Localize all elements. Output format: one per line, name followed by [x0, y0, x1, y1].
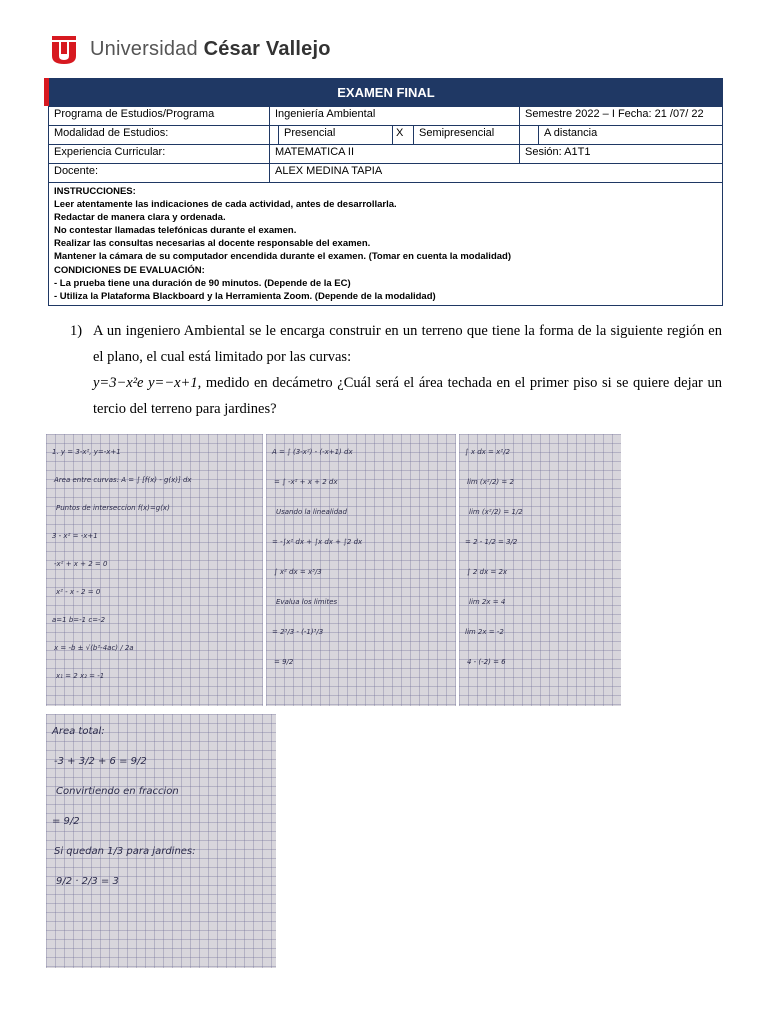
instruction-line: Realizar las consultas necesarias al docente responsable del examen. — [54, 238, 371, 250]
question-formula: y=3−x²e y=−x+1, — [93, 375, 202, 391]
handwritten-line: Puntos de interseccion f(x)=g(x) — [56, 504, 170, 512]
handwritten-line: x₁ = 2 x₂ = -1 — [56, 672, 105, 680]
handwritten-line: x = -b ± √(b²-4ac) / 2a — [54, 644, 134, 652]
question-text-2: medido en decámetro ¿Cuál será el área techada en el primer piso si se quiere dejar un tercio del terreno para jardines? — [93, 375, 722, 417]
handwritten-line: = 2 - 1/2 = 3/2 — [465, 538, 518, 546]
handwritten-line: = 9/2 — [52, 816, 80, 827]
handwritten-line: Convirtiendo en fraccion — [56, 786, 179, 797]
teacher-label: Docente: — [49, 164, 270, 183]
handwritten-page-1 — [46, 434, 263, 706]
semester-date: Semestre 2022 – I Fecha: 21 /07/ 22 — [520, 107, 723, 126]
handwritten-line: Usando la linealidad — [276, 508, 347, 516]
instruction-line: Mantener la cámara de su computador encendida durante el examen. (Tomar en cuenta la modalidad) — [54, 251, 512, 263]
instruction-line: - La prueba tiene una duración de 90 minutos. (Depende de la EC) — [54, 277, 351, 289]
handwritten-page-4 — [46, 714, 276, 968]
handwritten-line: Evalua los limites — [276, 598, 338, 606]
handwritten-line: ∫ x dx = x²/2 — [465, 448, 510, 456]
handwritten-line: a=1 b=-1 c=-2 — [52, 616, 106, 624]
table-row — [49, 107, 723, 126]
handwritten-line: A = ∫ (3-x²) - (-x+1) dx — [272, 448, 353, 456]
exam-info-table — [48, 106, 723, 183]
handwritten-line: = -∫x² dx + ∫x dx + ∫2 dx — [272, 538, 363, 546]
ucv-logo-icon — [50, 34, 78, 64]
modality-semipresencial: Semipresencial — [414, 126, 520, 145]
table-row — [49, 164, 723, 183]
instruction-line: CONDICIONES DE EVALUACIÓN: — [54, 264, 205, 276]
handwritten-line: 3 - x² = -x+1 — [52, 532, 98, 540]
session-value: Sesión: A1T1 — [520, 145, 723, 164]
handwritten-line: lim 2x = -2 — [465, 628, 504, 636]
logo-text: Universidad César Vallejo — [90, 37, 331, 60]
instruction-line: INSTRUCCIONES: — [54, 186, 136, 197]
exam-title: EXAMEN FINAL — [44, 78, 723, 106]
handwritten-page-3 — [459, 434, 621, 706]
instruction-line: Leer atentamente las indicaciones de cada actividad, antes de desarrollarla. — [54, 199, 397, 211]
handwritten-page-2 — [266, 434, 456, 706]
handwritten-line: lim (x²/2) = 2 — [467, 478, 514, 486]
course-value: MATEMATICA II — [270, 145, 520, 164]
modality-label: Modalidad de Estudios: — [49, 126, 270, 145]
program-value: Ingeniería Ambiental — [270, 107, 520, 126]
handwritten-line: lim (x²/2) = 1/2 — [469, 508, 523, 516]
question-text-1: A un ingeniero Ambiental se le encarga construir en un terreno que tiene la forma de la siguiente región en el plano, el cual está limitado por las curvas: — [93, 323, 722, 365]
handwritten-line: Si quedan 1/3 para jardines: — [54, 846, 196, 857]
instruction-line: No contestar llamadas telefónicas durante el examen. — [54, 225, 297, 237]
modality-empty-box — [520, 126, 539, 145]
handwritten-line: 9/2 · 2/3 = 3 — [56, 876, 119, 887]
program-label: Programa de Estudios/Programa — [49, 107, 270, 126]
handwritten-line: Area total: — [52, 726, 105, 737]
handwritten-line: = 2³/3 - (-1)³/3 — [272, 628, 324, 636]
handwritten-line: lim 2x = 4 — [469, 598, 506, 606]
university-logo — [50, 34, 331, 64]
handwritten-line: 4 - (-2) = 6 — [467, 658, 506, 666]
teacher-value: ALEX MEDINA TAPIA — [270, 164, 723, 183]
handwritten-line: Area entre curvas: A = ∫ [f(x) - g(x)] dx — [54, 476, 192, 484]
handwritten-line: = 9/2 — [274, 658, 294, 666]
instruction-line: - Utiliza la Plataforma Blackboard y la Herramienta Zoom. (Depende de la modalidad) — [54, 290, 436, 302]
handwritten-line: = ∫ -x² + x + 2 dx — [274, 478, 338, 486]
handwritten-line: x² - x - 2 = 0 — [56, 588, 101, 596]
instructions-box — [48, 182, 723, 306]
modality-presencial: Presencial — [279, 126, 393, 145]
table-row — [49, 126, 723, 145]
handwritten-line: 1. y = 3-x², y=-x+1 — [52, 448, 121, 456]
modality-mark: X — [393, 126, 414, 145]
handwritten-line: -x² + x + 2 = 0 — [54, 560, 108, 568]
handwritten-line: ∫ x² dx = x³/3 — [274, 568, 322, 576]
modality-distancia: A distancia — [539, 126, 723, 145]
course-label: Experiencia Curricular: — [49, 145, 270, 164]
question-number: 1) — [70, 323, 83, 339]
question-1 — [70, 318, 722, 422]
table-row — [49, 145, 723, 164]
instruction-line: Redactar de manera clara y ordenada. — [54, 212, 226, 224]
handwritten-line: ∫ 2 dx = 2x — [467, 568, 508, 576]
handwritten-line: -3 + 3/2 + 6 = 9/2 — [54, 756, 147, 767]
